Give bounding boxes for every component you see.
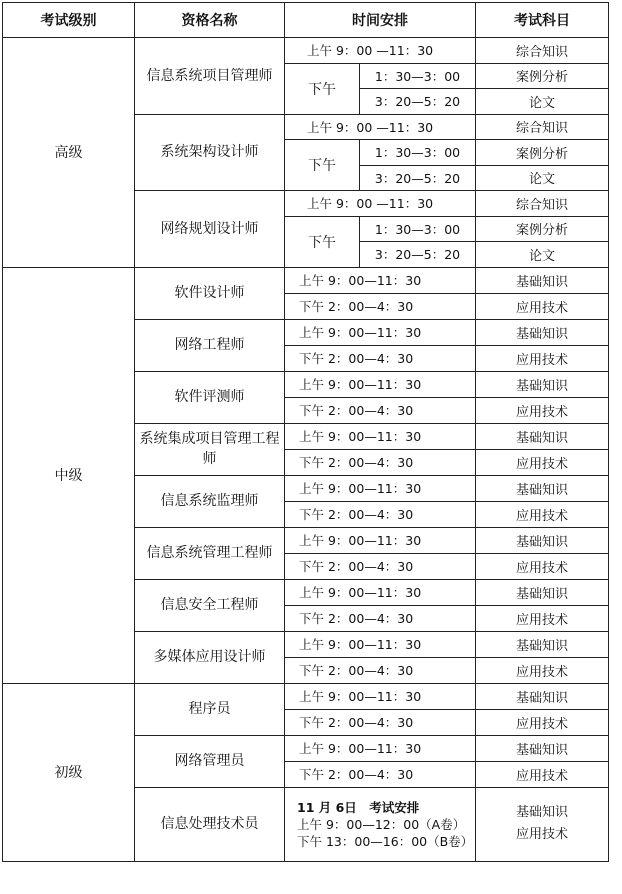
time-am: 上午 9：00 —11：30 (285, 38, 476, 64)
time-pm: 下午 2：00—4：30 (285, 553, 476, 579)
time-pm: 下午 2：00—4：30 (285, 657, 476, 683)
subject-yingyong: 应用技术 (476, 761, 609, 787)
subject-jichu: 基础知识 (476, 579, 609, 605)
cert-name: 网络管理员 (135, 735, 285, 787)
subject-zonghe: 综合知识 (476, 38, 609, 64)
cert-name: 信息系统项目管理师 (135, 38, 285, 115)
subject-yingyong: 应用技术 (476, 657, 609, 683)
time-pm: 下午 2：00—4：30 (285, 345, 476, 371)
time-pm-slot: 3：20—5：20 (360, 165, 476, 191)
time-am: 上午 9：00 —11：30 (285, 114, 476, 140)
cert-name: 信息安全工程师 (135, 579, 285, 631)
time-pm-slot: 1：30—3：00 (360, 216, 476, 242)
time-am: 上午 9：00—11：30 (285, 423, 476, 449)
time-am: 上午 9：00—11：30 (285, 371, 476, 397)
subject-yingyong: 应用技术 (515, 827, 568, 842)
cert-name: 软件设计师 (135, 267, 285, 319)
time-pm-slot: 3：20—5：20 (360, 242, 476, 268)
time-pm: 下午 2：00—4：30 (285, 761, 476, 787)
table-row (3, 683, 609, 709)
time-pm-slot: 1：30—3：00 (360, 140, 476, 166)
special-schedule-am: 上午 9：00—12：00（A卷） (297, 816, 466, 832)
subject-anli: 案例分析 (476, 216, 609, 242)
time-am: 上午 9：00—11：30 (285, 735, 476, 761)
subject-jichu: 基础知识 (476, 423, 609, 449)
cert-name: 信息处理技术员 (135, 787, 285, 861)
time-pm-label: 下午 (285, 63, 360, 114)
cert-name: 软件评测师 (135, 371, 285, 423)
time-pm: 下午 2：00—4：30 (285, 449, 476, 475)
subject-jichu: 基础知识 (476, 631, 609, 657)
subject-anli: 案例分析 (476, 63, 609, 89)
cert-name: 程序员 (135, 683, 285, 735)
time-pm: 下午 2：00—4：30 (285, 709, 476, 735)
level-junior: 初级 (3, 683, 135, 861)
special-subjects (476, 787, 609, 861)
subject-jichu: 基础知识 (476, 267, 609, 293)
time-pm-label: 下午 (285, 140, 360, 191)
cert-name: 网络工程师 (135, 319, 285, 371)
time-pm: 下午 2：00—4：30 (285, 397, 476, 423)
subject-yingyong: 应用技术 (476, 449, 609, 475)
subject-zonghe: 综合知识 (476, 114, 609, 140)
subject-jichu: 基础知识 (476, 319, 609, 345)
header-cert: 资格名称 (135, 3, 285, 38)
cert-name: 信息系统管理工程师 (135, 527, 285, 579)
subject-jichu: 基础知识 (476, 527, 609, 553)
time-am: 上午 9：00—11：30 (285, 267, 476, 293)
subject-lunwen: 论文 (476, 165, 609, 191)
time-am: 上午 9：00—11：30 (285, 475, 476, 501)
table-row (3, 267, 609, 293)
subject-lunwen: 论文 (476, 89, 609, 115)
time-pm: 下午 2：00—4：30 (285, 293, 476, 319)
time-pm: 下午 2：00—4：30 (285, 605, 476, 631)
subject-yingyong: 应用技术 (476, 397, 609, 423)
cert-name: 信息系统监理师 (135, 475, 285, 527)
time-pm-label: 下午 (285, 216, 360, 267)
time-am: 上午 9：00—11：30 (285, 579, 476, 605)
subject-lunwen: 论文 (476, 242, 609, 268)
time-am: 上午 9：00—11：30 (285, 631, 476, 657)
table-row (3, 38, 609, 64)
header-level: 考试级别 (3, 3, 135, 38)
subject-yingyong: 应用技术 (476, 293, 609, 319)
cert-name: 网络规划设计师 (135, 191, 285, 268)
header-subject: 考试科目 (476, 3, 609, 38)
level-mid: 中级 (3, 267, 135, 683)
time-pm-slot: 1：30—3：00 (360, 63, 476, 89)
level-senior: 高级 (3, 38, 135, 268)
time-am: 上午 9：00—11：30 (285, 319, 476, 345)
subject-jichu: 基础知识 (515, 805, 568, 820)
time-am: 上午 9：00 —11：30 (285, 191, 476, 217)
header-time: 时间安排 (285, 3, 476, 38)
subject-anli: 案例分析 (476, 140, 609, 166)
special-schedule-heading: 11 月 6日 考试安排 (297, 799, 420, 815)
subject-yingyong: 应用技术 (476, 709, 609, 735)
time-pm-slot: 3：20—5：20 (360, 89, 476, 115)
time-am: 上午 9：00—11：30 (285, 683, 476, 709)
time-am: 上午 9：00—11：30 (285, 527, 476, 553)
subject-zonghe: 综合知识 (476, 191, 609, 217)
time-pm: 下午 2：00—4：30 (285, 501, 476, 527)
subject-jichu: 基础知识 (476, 683, 609, 709)
header-row (3, 3, 609, 38)
subject-yingyong: 应用技术 (476, 345, 609, 371)
special-schedule (285, 787, 476, 861)
exam-schedule-table (2, 2, 609, 862)
cert-name: 系统架构设计师 (135, 114, 285, 191)
subject-jichu: 基础知识 (476, 735, 609, 761)
subject-jichu: 基础知识 (476, 475, 609, 501)
subject-yingyong: 应用技术 (476, 501, 609, 527)
subject-yingyong: 应用技术 (476, 605, 609, 631)
cert-name: 系统集成项目管理工程师 (135, 423, 285, 475)
cert-name: 多媒体应用设计师 (135, 631, 285, 683)
special-schedule-pm: 下午 13：00—16：00（B卷） (297, 833, 474, 849)
subject-yingyong: 应用技术 (476, 553, 609, 579)
subject-jichu: 基础知识 (476, 371, 609, 397)
